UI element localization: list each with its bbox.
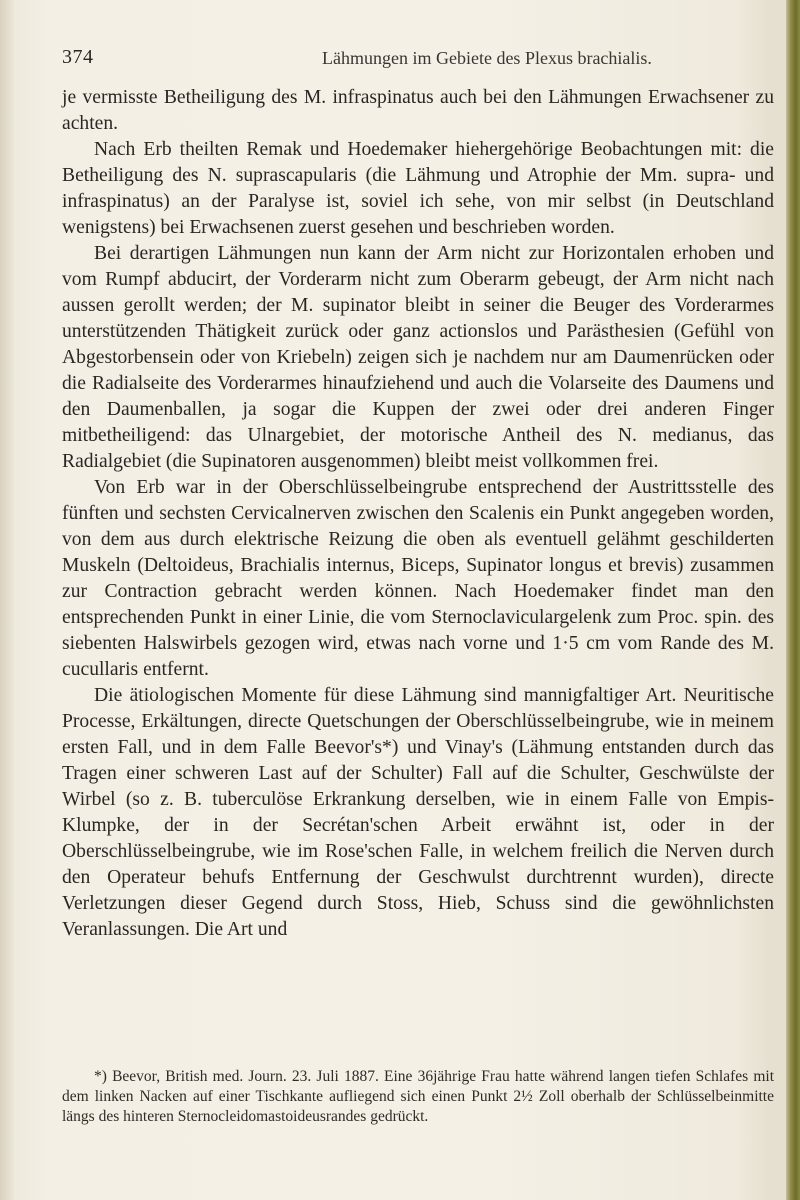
paragraph: Von Erb war in der Oberschlüsselbeingrube entsprechend der Austrittsstelle des fünften und sechsten Cervicalnerven zwischen den Scalenis ein Punkt angegeben worden, von dem aus durch elektrische Reizung die oben als eventuell gelähmt geschilderten Muskeln (Deltoideus, Brachialis internus, Biceps, Supinator longus et brevis) zusammen zur Contraction gebracht werden können. Nach Hoedemaker findet man den entsprechenden Punkt in einer Linie, die vom Sternoclaviculargelenk zum Proc. spin. des siebenten Halswirbels gezogen wird, etwas nach vorne und 1·5 cm vom Rande des M. cucullaris entfernt. [62, 477, 774, 680]
paragraph: Die ätiologischen Momente für diese Lähmung sind mannigfaltiger Art. Neuritische Processe, Erkältungen, directe Quetschungen der Oberschlüsselbeingrube, wie in meinem ersten Fall, und in dem Falle Beevor's*) und Vinay's (Lähmung entstanden durch das Tragen einer schweren Last auf der Schulter) Fall auf die Schulter, Geschwülste der Wirbel (so z. B. tuberculöse Erkrankung derselben, wie in einem Falle von Empis-Klumpke, der in der Secrétan'schen Arbeit erwähnt ist, oder in der Oberschlüsselbeingrube, wie im Rose'schen Falle, in welchem freilich die Nerven durch den Operateur behufs Entfernung der Geschwulst durchtrennt wurden), directe Verletzungen dieser Gegend durch Stoss, Hieb, Schuss sind die gewöhnlichsten Veranlassungen. Die Art und [62, 685, 774, 940]
paragraph: Nach Erb theilten Remak und Hoedemaker hiehergehörige Beobachtungen mit: die Betheiligung des N. suprascapularis (die Lähmung und Atrophie der Mm. supra- und infraspinatus) an der Paralyse ist, soviel ich sehe, von mir selbst (in Deutschland wenigstens) bei Erwachsenen zuerst gesehen und beschrieben worden. [62, 139, 774, 238]
page-number: 374 [62, 46, 94, 68]
body-text [62, 85, 774, 943]
page-header [62, 46, 762, 76]
running-head: Lähmungen im Gebiete des Plexus brachialis. [322, 48, 652, 68]
book-edge-binding [786, 0, 800, 1200]
paragraph: je vermisste Betheiligung des M. infraspinatus auch bei den Lähmungen Erwachsener zu achten. [62, 87, 774, 134]
footnote [62, 1067, 774, 1127]
paragraph: Bei derartigen Lähmungen nun kann der Arm nicht zur Horizontalen erhoben und vom Rumpf abducirt, der Vorderarm nicht zum Oberarm gebeugt, der Arm nicht nach aussen gerollt werden; der M. supinator bleibt in seiner die Beuger des Vorderarmes unterstützenden Thätigkeit zurück oder ganz actionslos und Parästhesien (Gefühl von Abgestorbensein oder von Kriebeln) zeigen sich je nachdem nur am Daumenrücken oder die Radialseite des Vorderarmes hinaufziehend und auch die Volarseite des Daumens und den Daumenballen, ja sogar die Kuppen der zwei oder drei anderen Finger mitbetheiligend: das Ulnargebiet, der motorische Antheil des N. medianus, das Radialgebiet (die Supinatoren ausgenommen) bleibt meist vollkommen frei. [62, 243, 774, 472]
page-left-margin-shadow [0, 0, 14, 1200]
footnote-text: *) Beevor, British med. Journ. 23. Juli 1887. Eine 36jährige Frau hatte während langen tiefen Schlafes mit dem linken Nacken auf einer Tischkante aufliegend sich einen Punkt 2½ Zoll oberhalb der Schlüsselbeinmitte längs des hinteren Sternocleidomastoideusrandes gedrückt. [62, 1068, 774, 1125]
